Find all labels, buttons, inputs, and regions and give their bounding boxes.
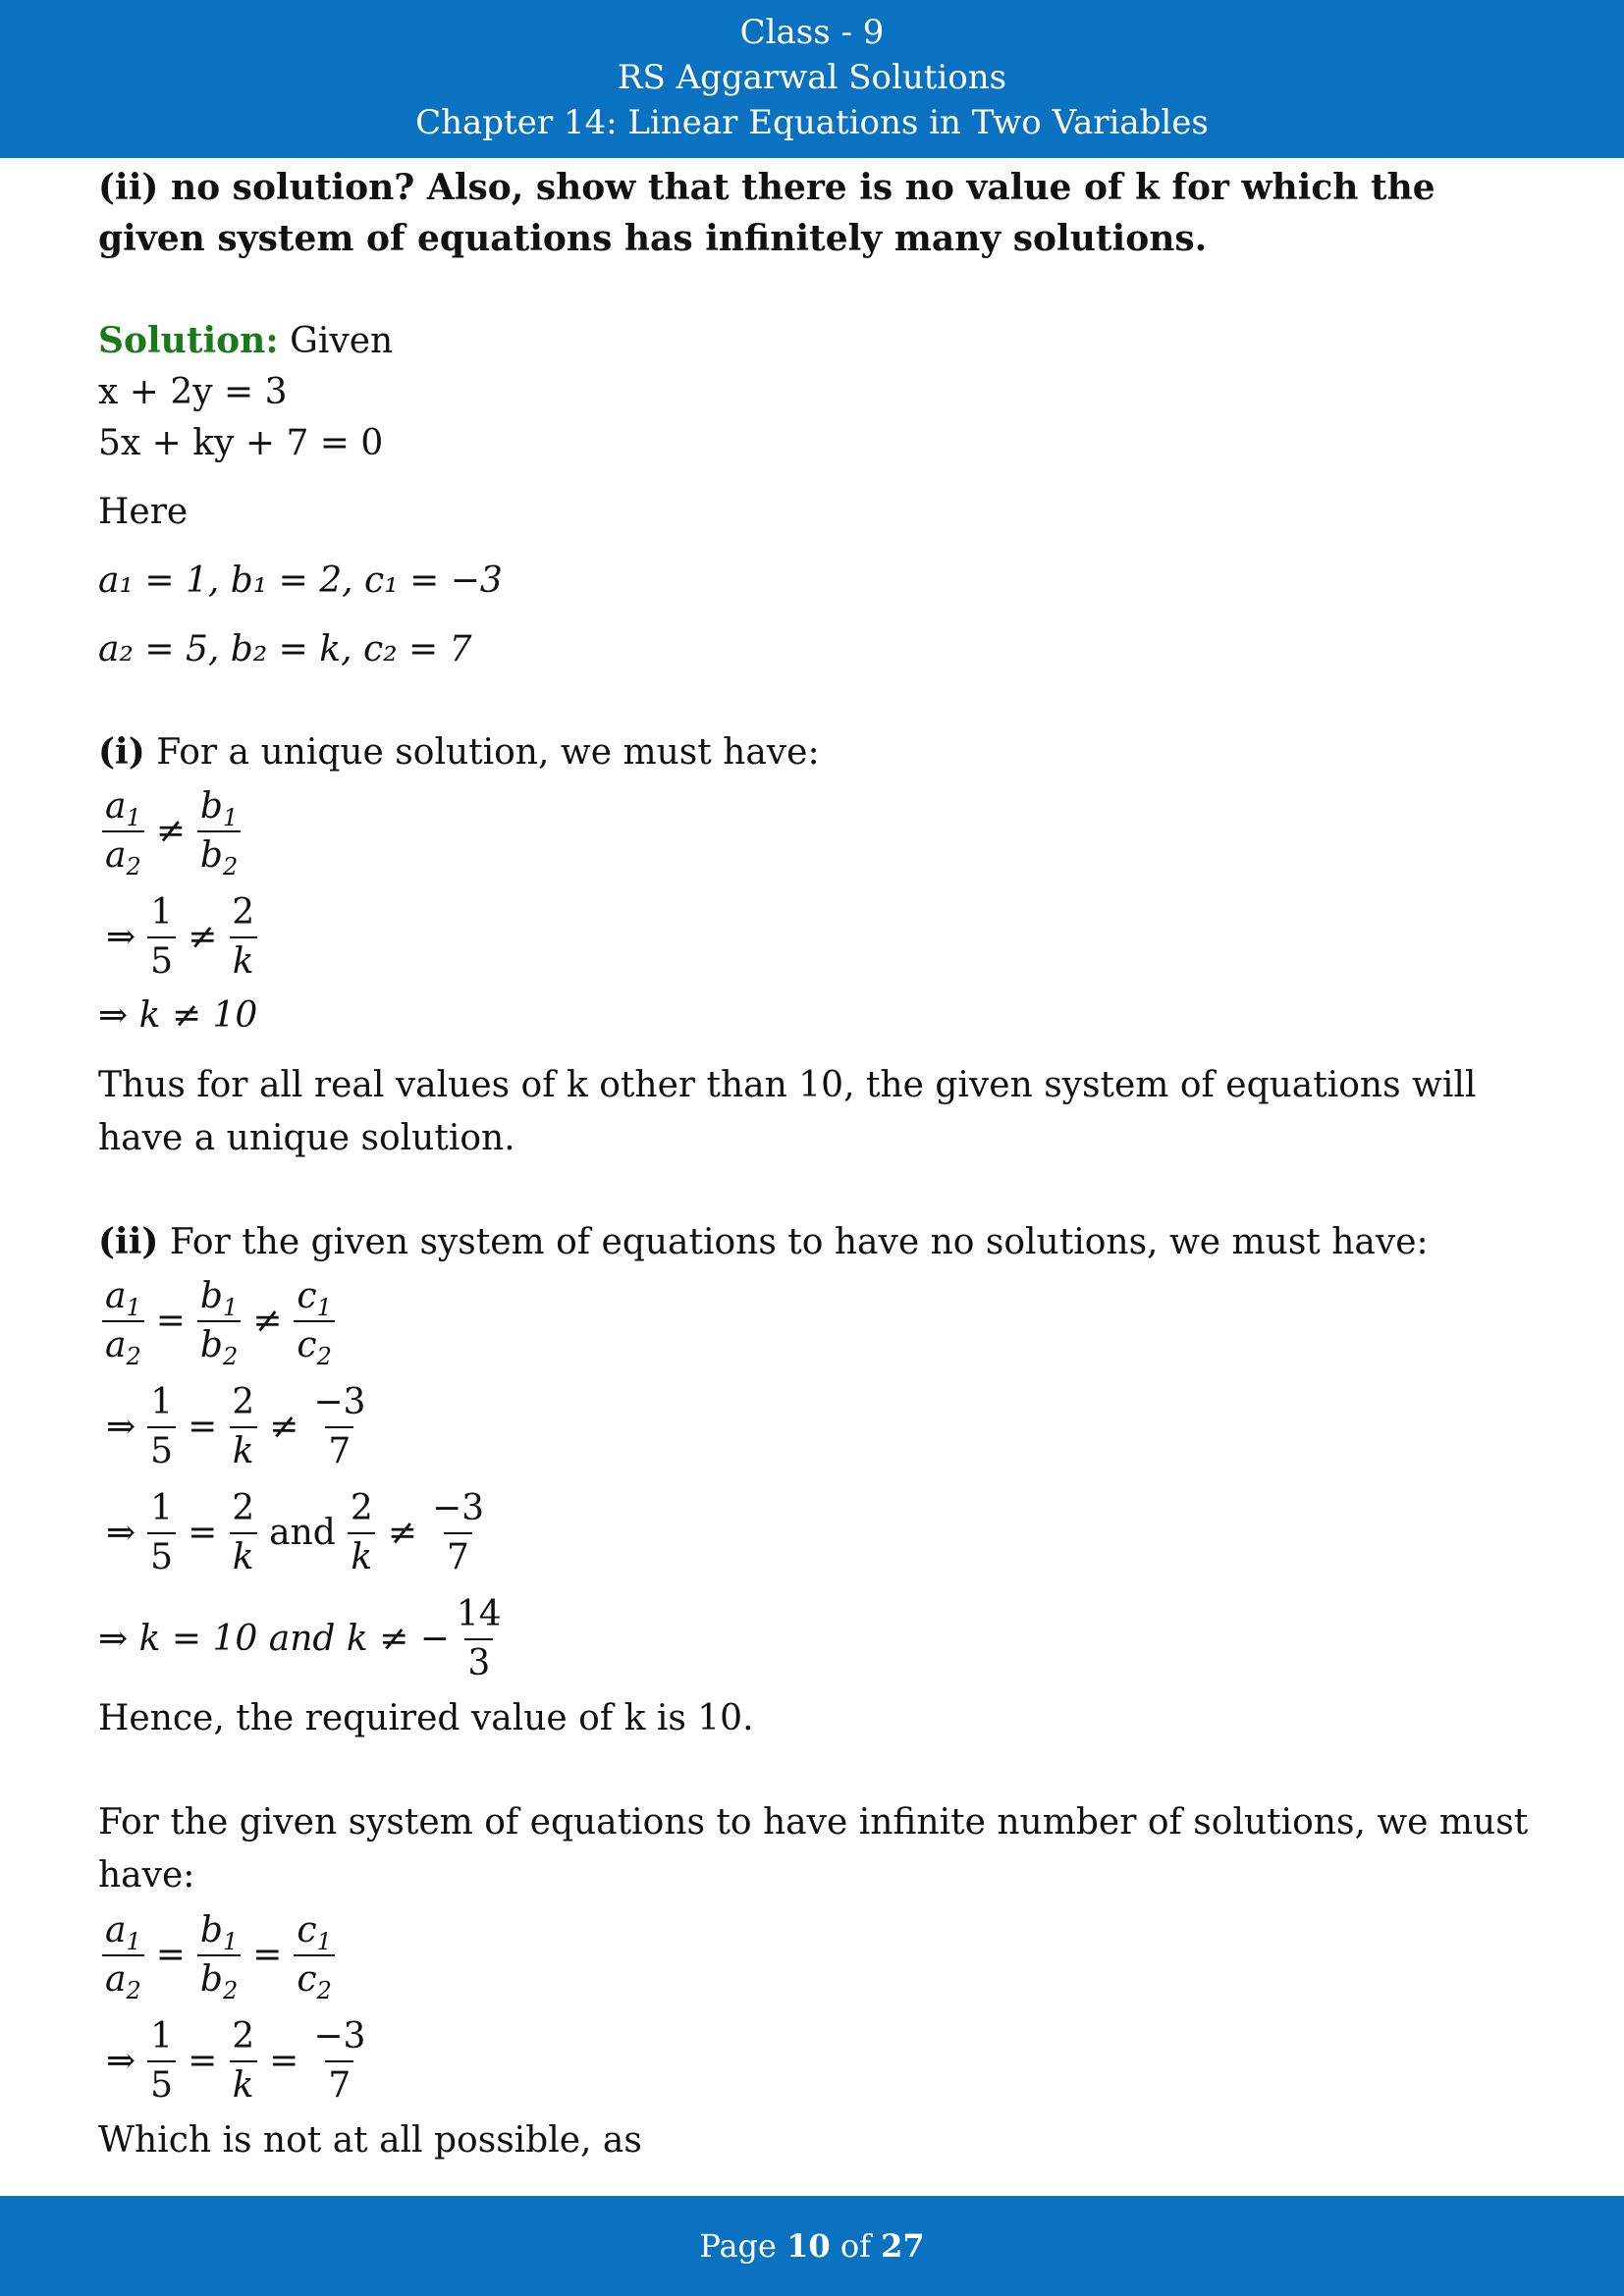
part-i-conclusion: Thus for all real values of k other than 10, the given system of equations will have a unique solution.: [98, 1065, 1477, 1158]
infinite-intro: For the given system of equations to have infinite number of solutions, we must have:: [98, 1802, 1529, 1896]
part-ii-intro: For the given system of equations to have no solutions, we must have:: [169, 1222, 1429, 1262]
no-solution-step-2: ⇒ $\frac{1}{5}$ = $\frac{2}{k}$ ≠ $\frac{-3}{7}$: [98, 1374, 1551, 1480]
unique-step-3: ⇒ k ≠ 10: [98, 995, 258, 1036]
page-content: [98, 162, 1551, 2167]
infinite-step-2: ⇒ $\frac{1}{5}$ = $\frac{2}{k}$ = $\frac{-3}{7}$: [98, 2008, 1551, 2114]
page-number: 10: [786, 2227, 831, 2265]
header-chapter: Chapter 14: Linear Equations in Two Variables: [415, 103, 1209, 142]
question-text: (ii) no solution? Also, show that there is no value of k for which the given system of equations has infinitely many solutions.: [98, 167, 1435, 259]
no-solution-condition: $\frac{a_1}{a_2}$ = $\frac{b_1}{b_2}$ ≠ $\frac{c_1}{c_2}$: [98, 1268, 1551, 1374]
of-word: of: [839, 2227, 871, 2265]
unique-step-2: ⇒ $\frac{1}{5}$ ≠ $\frac{2}{k}$: [98, 884, 1551, 990]
part-ii-label: (ii): [98, 1221, 159, 1262]
coefficients-1: a₁ = 1, b₁ = 2, c₁ = −3: [98, 561, 503, 601]
k-result: ⇒ k = 10 and k ≠ −: [98, 1619, 450, 1659]
solution-label: Solution:: [98, 320, 279, 361]
page-footer: [0, 2196, 1624, 2296]
coefficients-2: a₂ = 5, b₂ = k, c₂ = 7: [98, 629, 472, 669]
page-word: Page: [699, 2227, 777, 2265]
part-ii-conclusion: Hence, the required value of k is 10.: [98, 1698, 754, 1738]
closing-text: Which is not at all possible, as: [98, 2120, 642, 2161]
no-solution-step-3: ⇒ $\frac{1}{5}$ = $\frac{2}{k}$ and $\frac{2}{k}$ ≠ $\frac{-3}{7}$: [98, 1480, 1551, 1586]
equation-2: 5x + ky + 7 = 0: [98, 423, 384, 463]
no-solution-step-4: ⇒ k = 10 and k ≠ − $\frac{14}{3}$: [98, 1586, 1551, 1692]
equation-1: x + 2y = 3: [98, 372, 288, 412]
given-text: Given: [290, 321, 394, 361]
page-total: 27: [881, 2227, 925, 2265]
infinite-condition: $\frac{a_1}{a_2}$ = $\frac{b_1}{b_2}$ = $\frac{c_1}{c_2}$: [98, 1902, 1551, 2008]
unique-condition: $\frac{a_1}{a_2}$ ≠ $\frac{b_1}{b_2}$: [98, 778, 1551, 884]
header-book: RS Aggarwal Solutions: [617, 58, 1007, 97]
part-i-label: (i): [98, 731, 145, 773]
here-text: Here: [98, 492, 189, 532]
header-class: Class - 9: [739, 13, 885, 52]
page-header: [0, 0, 1624, 158]
part-i-intro: For a unique solution, we must have:: [156, 732, 820, 773]
and-word: and: [269, 1513, 336, 1553]
